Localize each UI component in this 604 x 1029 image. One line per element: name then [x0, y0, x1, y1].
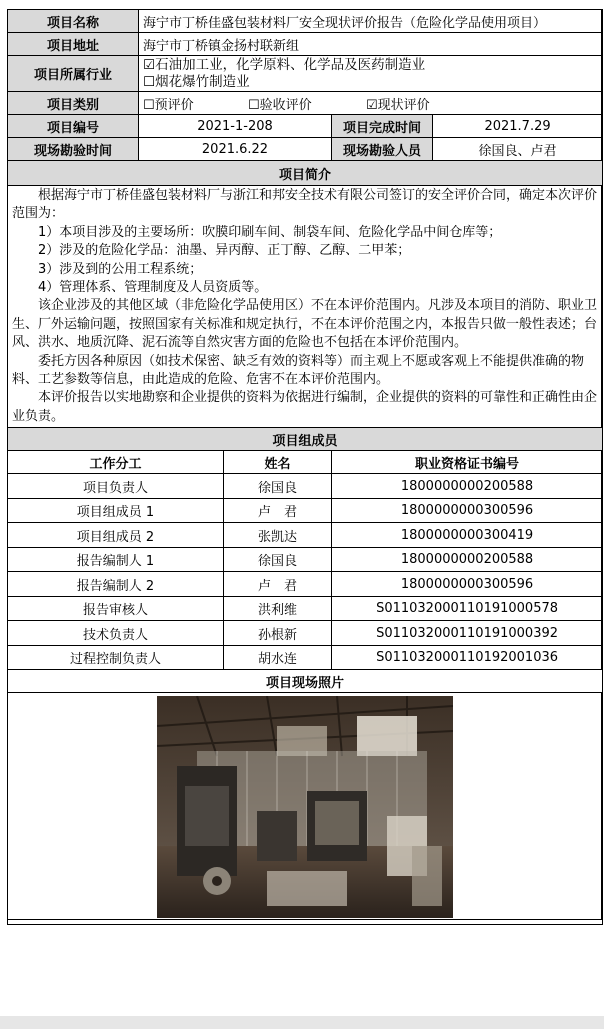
project-number: 2021-1-208	[139, 115, 332, 138]
intro-paragraph-disclaimer: 委托方因各种原因（如技术保密、缺乏有效的资料等）而主观上不愿或客观上不能提供准确的物料、工艺参数等信息，由此造成的危险、危害不在本评价范围内。	[12, 353, 585, 388]
project-name-label: 项目名称	[8, 10, 139, 33]
team-cert-number: 1800000000300419	[332, 523, 603, 548]
photo-cell	[8, 693, 603, 925]
table-row	[8, 572, 603, 597]
team-member-name: 张凯达	[224, 523, 332, 548]
site-photo	[157, 696, 453, 918]
page-bottom-bar	[0, 1016, 604, 1029]
intro-list-item: 4）管理体系、管理制度及人员资质等。	[38, 280, 268, 296]
table-row	[8, 547, 603, 572]
team-role: 项目组成员 1	[8, 498, 224, 523]
team-member-name: 卢 君	[224, 498, 332, 523]
project-number-label: 项目编号	[8, 115, 139, 138]
table-row	[8, 645, 603, 670]
team-cert-number: 1800000000300596	[332, 498, 603, 523]
team-role: 项目组成员 2	[8, 523, 224, 548]
factory-floor-image	[157, 696, 453, 918]
team-member-name: 胡水连	[224, 645, 332, 670]
survey-staff-label: 现场勘验人员	[332, 138, 433, 161]
intro-body	[8, 186, 603, 428]
photo-heading: 项目现场照片	[8, 670, 603, 693]
team-member-name: 徐国良	[224, 547, 332, 572]
project-address: 海宁市丁桥镇金扬村联新组	[139, 33, 603, 56]
intro-heading: 项目简介	[8, 161, 603, 186]
team-cert-number: 1800000000200588	[332, 547, 603, 572]
team-member-name: 洪利维	[224, 596, 332, 621]
type-option-acceptance-evaluation: ☐验收评价	[248, 97, 312, 113]
intro-list-item: 3）涉及到的公用工程系统；	[38, 261, 203, 277]
team-cert-number: 1800000000200588	[332, 474, 603, 499]
industry-option-petrochemical: ☑石油加工业，化学原料、化学品及医药制造业	[143, 56, 426, 73]
table-row	[8, 523, 603, 548]
project-name: 海宁市丁桥佳盛包装材料厂安全现状评价报告（危险化学品使用项目）	[139, 10, 603, 33]
intro-paragraph-basis: 本评价报告以实地勘察和企业提供的资料为依据进行编制，企业提供的资料的可靠性和正确性由企业负责。	[12, 390, 598, 424]
industry-option-fireworks: ☐烟花爆竹制造业	[143, 73, 250, 90]
team-member-name: 卢 君	[224, 572, 332, 597]
team-cert-number: S011032000110191000392	[332, 621, 603, 646]
team-cert-number: S011032000110191000578	[332, 596, 603, 621]
project-address-label: 项目地址	[8, 33, 139, 56]
project-table	[7, 9, 603, 925]
team-heading: 项目组成员	[8, 428, 603, 451]
intro-paragraph-exclusions: 该企业涉及的其他区域（非危险化学品使用区）不在本评价范围内。凡涉及本项目的消防、职业卫生、厂外运输问题，按照国家有关标准和规定执行，不在本评价范围之内，本报告只做一般性表述；台风、洪水、地质沉降、泥石流等自然灾害方面的危险也不包括在本评价范围内。	[12, 298, 598, 351]
intro-paragraph-scope: 根据海宁市丁桥佳盛包装材料厂与浙江和邦安全技术有限公司签订的安全评价合同，确定本次评价范围为：	[12, 188, 598, 222]
completion-time: 2021.7.29	[433, 115, 603, 138]
project-industry	[139, 56, 603, 92]
survey-time: 2021.6.22	[139, 138, 332, 161]
team-cert-number: 1800000000300596	[332, 572, 603, 597]
team-cert-number: S011032000110192001036	[332, 645, 603, 670]
team-member-name: 徐国良	[224, 474, 332, 499]
intro-list-item: 2）涉及的危险化学品：油墨、异丙醇、正丁醇、乙醇、二甲苯；	[38, 243, 411, 259]
team-col-role: 工作分工	[8, 451, 224, 474]
survey-time-label: 现场勘验时间	[8, 138, 139, 161]
team-role: 过程控制负责人	[8, 645, 224, 670]
team-role: 报告审核人	[8, 596, 224, 621]
project-industry-label: 项目所属行业	[8, 56, 139, 92]
project-type-label: 项目类别	[8, 92, 139, 115]
type-option-status-evaluation: ☑现状评价	[366, 97, 430, 113]
table-row	[8, 621, 603, 646]
team-member-name: 孙根新	[224, 621, 332, 646]
survey-staff: 徐国良、卢君	[433, 138, 603, 161]
project-type	[139, 92, 603, 115]
team-role: 项目负责人	[8, 474, 224, 499]
team-role: 报告编制人 1	[8, 547, 224, 572]
table-row	[8, 474, 603, 499]
type-option-pre-evaluation: ☐预评价	[143, 97, 194, 113]
team-col-name: 姓名	[224, 451, 332, 474]
table-row	[8, 498, 603, 523]
intro-list-item: 1）本项目涉及的主要场所：吹膜印刷车间、制袋车间、危险化学品中间仓库等；	[38, 224, 502, 240]
team-col-cert: 职业资格证书编号	[332, 451, 603, 474]
table-row	[8, 596, 603, 621]
completion-time-label: 项目完成时间	[332, 115, 433, 138]
team-role: 技术负责人	[8, 621, 224, 646]
team-role: 报告编制人 2	[8, 572, 224, 597]
